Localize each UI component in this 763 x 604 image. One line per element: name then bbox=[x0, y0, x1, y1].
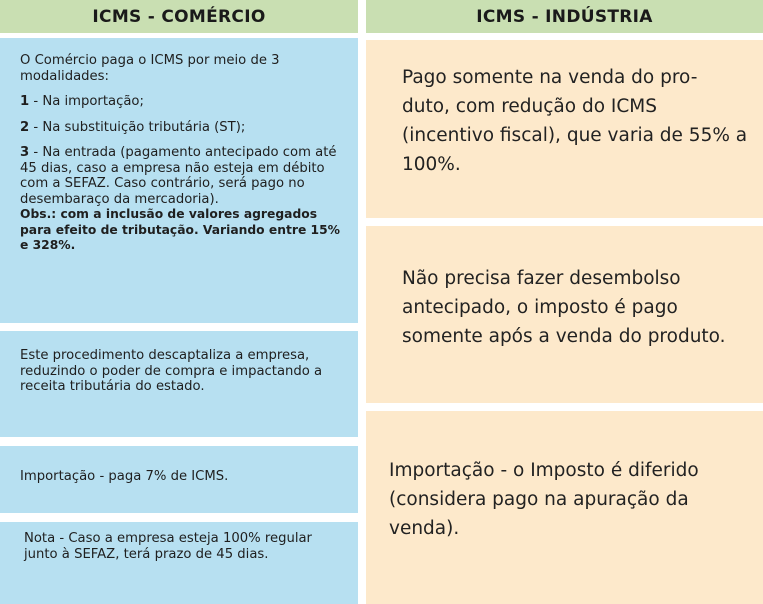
comercio-item-2-text: - Na substituição tributária (ST); bbox=[29, 119, 246, 135]
industria-pago-box bbox=[366, 40, 763, 218]
comercio-item-3 bbox=[20, 145, 346, 207]
comercio-obs: Obs.: com a inclusão de valores agregados para efeito de tributação. Variando entre 15% e 328%. bbox=[20, 207, 340, 252]
header-icms-comercio bbox=[0, 0, 358, 33]
comercio-item-2-number: 2 bbox=[20, 119, 30, 135]
industria-importacao-box bbox=[366, 411, 763, 604]
comercio-procedimento-box bbox=[0, 331, 358, 437]
industria-importacao-text: Importação - o Imposto é diferido (considera pago na apuração da venda). bbox=[389, 460, 699, 539]
header-icms-industria bbox=[366, 0, 763, 33]
industria-desembolso-box bbox=[366, 226, 763, 403]
comercio-modalidades-box bbox=[0, 38, 358, 323]
comercio-procedimento-text: Este procedimento descaptaliza a empresa, reduzindo o poder de compra e impactando a receita tributária do estado. bbox=[20, 348, 323, 394]
industria-desembolso-text: Não precisa fazer desembolso antecipado, o imposto é pago somente após a venda do produto. bbox=[402, 268, 726, 347]
comercio-item-2 bbox=[20, 120, 346, 136]
comercio-intro: O Comércio paga o ICMS por meio de 3 modalidades: bbox=[20, 53, 280, 84]
header-icms-industria-label: ICMS - INDÚSTRIA bbox=[476, 6, 653, 27]
comercio-item-3-number: 3 bbox=[20, 145, 30, 160]
comercio-nota-text: Nota - Caso a empresa esteja 100% regular junto à SEFAZ, terá prazo de 45 dias. bbox=[24, 531, 312, 562]
comercio-item-3-text: - Na entrada (pagamento antecipado com até 45 dias, caso a empresa não esteja em débito com a SEFAZ. Caso contrário, será pago no desembaraço da mercadoria). bbox=[20, 145, 337, 207]
header-icms-comercio-label: ICMS - COMÉRCIO bbox=[92, 6, 266, 27]
comercio-nota-box bbox=[0, 522, 358, 604]
industria-pago-text: Pago somente na venda do pro- duto, com redução do ICMS (incentivo fiscal), que varia de 55% a 100%. bbox=[402, 67, 748, 175]
comercio-importacao-text: Importação - paga 7% de ICMS. bbox=[20, 469, 229, 484]
comercio-importacao-box bbox=[0, 446, 358, 513]
comercio-item-1-text: - Na importação; bbox=[29, 94, 144, 109]
comercio-item-1 bbox=[20, 94, 346, 110]
comercio-item-1-number: 1 bbox=[20, 94, 30, 109]
